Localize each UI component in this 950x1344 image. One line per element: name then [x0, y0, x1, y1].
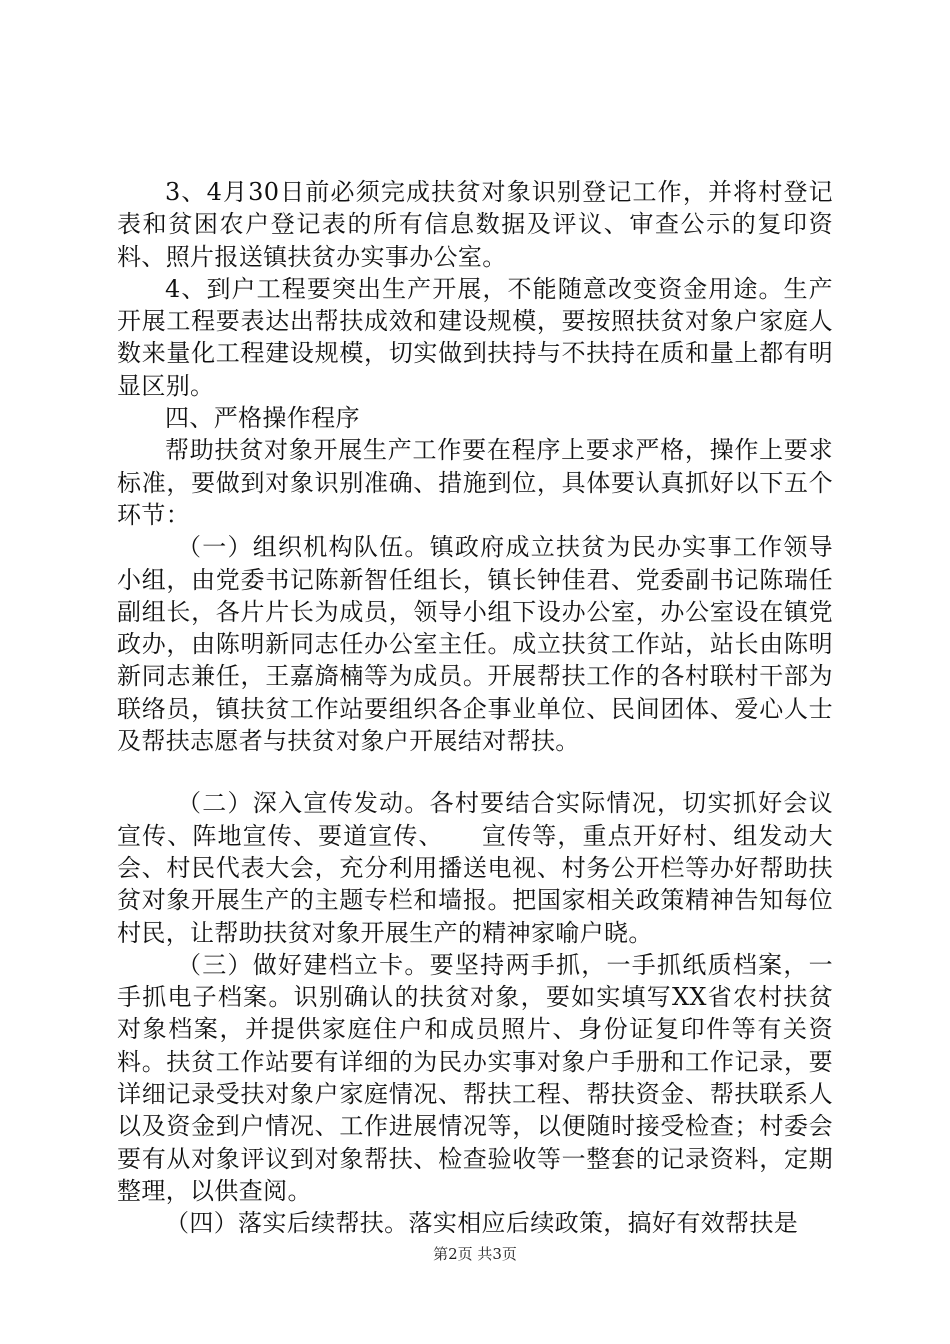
subsection-follow-up: （四）落实后续帮扶。落实相应后续政策，搞好有效帮扶是	[165, 1209, 799, 1238]
section-intro-paragraph: 帮助扶贫对象开展生产工作要在程序上要求严格，操作上要求标准，要做到对象识别准确、措施到位，具体要认真抓好以下五个环节：	[117, 436, 833, 529]
paragraph-item-3: 3、4月30日前必须完成扶贫对象识别登记工作，并将村登记表和贫困农户登记表的所有信息数据及评议、审查公示的复印资料、照片报送镇扶贫办实事办公室。	[117, 178, 833, 271]
paragraph-gap	[117, 757, 833, 787]
subsection-archives: （三）做好建档立卡。要坚持两手抓，一手抓纸质档案，一手抓电子档案。识别确认的扶贫对象，要如实填写XX省农村扶贫对象档案，并提供家庭住户和成员照片、身份证复印件等有关资料。扶贫工作站要有详细的为民办实事对象户手册和工作记录，要详细记录受扶对象户家庭情况、帮扶工程、帮扶资金、帮扶联系人以及资金到户情况、工作进展情况等，以便随时接受检查；村委会要有从对象评议到对象帮扶、检查验收等一整套的记录资料，定期整理，以供查阅。	[117, 950, 833, 1205]
paragraph-item-4: 4、到户工程要突出生产开展，不能随意改变资金用途。生产开展工程要表达出帮扶成效和建设规模，要按照扶贫对象户家庭人数来量化工程建设规模，切实做到扶持与不扶持在质和量上都有明显区别。	[117, 274, 833, 400]
document-body	[117, 176, 833, 1240]
subsection-organization: （一）组织机构队伍。镇政府成立扶贫为民办实事工作领导小组，由党委书记陈新智任组长，镇长钟佳君、党委副书记陈瑞任副组长，各片片长为成员，领导小组下设办公室，办公室设在镇党政办，由陈明新同志任办公室主任。成立扶贫工作站，站长由陈明新同志兼任，王嘉旖楠等为成员。开展帮扶工作的各村联村干部为联络员，镇扶贫工作站要组织各企事业单位、民间团体、爱心人士及帮扶志愿者与扶贫对象户开展结对帮扶。	[117, 533, 833, 756]
subsection-publicity: （二）深入宣传发动。各村要结合实际情况，切实抓好会议宣传、阵地宣传、要道宣传、 宣传等，重点开好村、组发动大会、村民代表大会，充分利用播送电视、村务公开栏等办好帮助扶贫对象开展生产的主题专栏和墙报。把国家相关政策精神告知每位村民，让帮助扶贫对象开展生产的精神家喻户晓。	[117, 789, 833, 947]
page-number-footer: 第2页 共3页	[433, 1245, 517, 1263]
section-heading-4: 四、严格操作程序	[165, 404, 360, 433]
